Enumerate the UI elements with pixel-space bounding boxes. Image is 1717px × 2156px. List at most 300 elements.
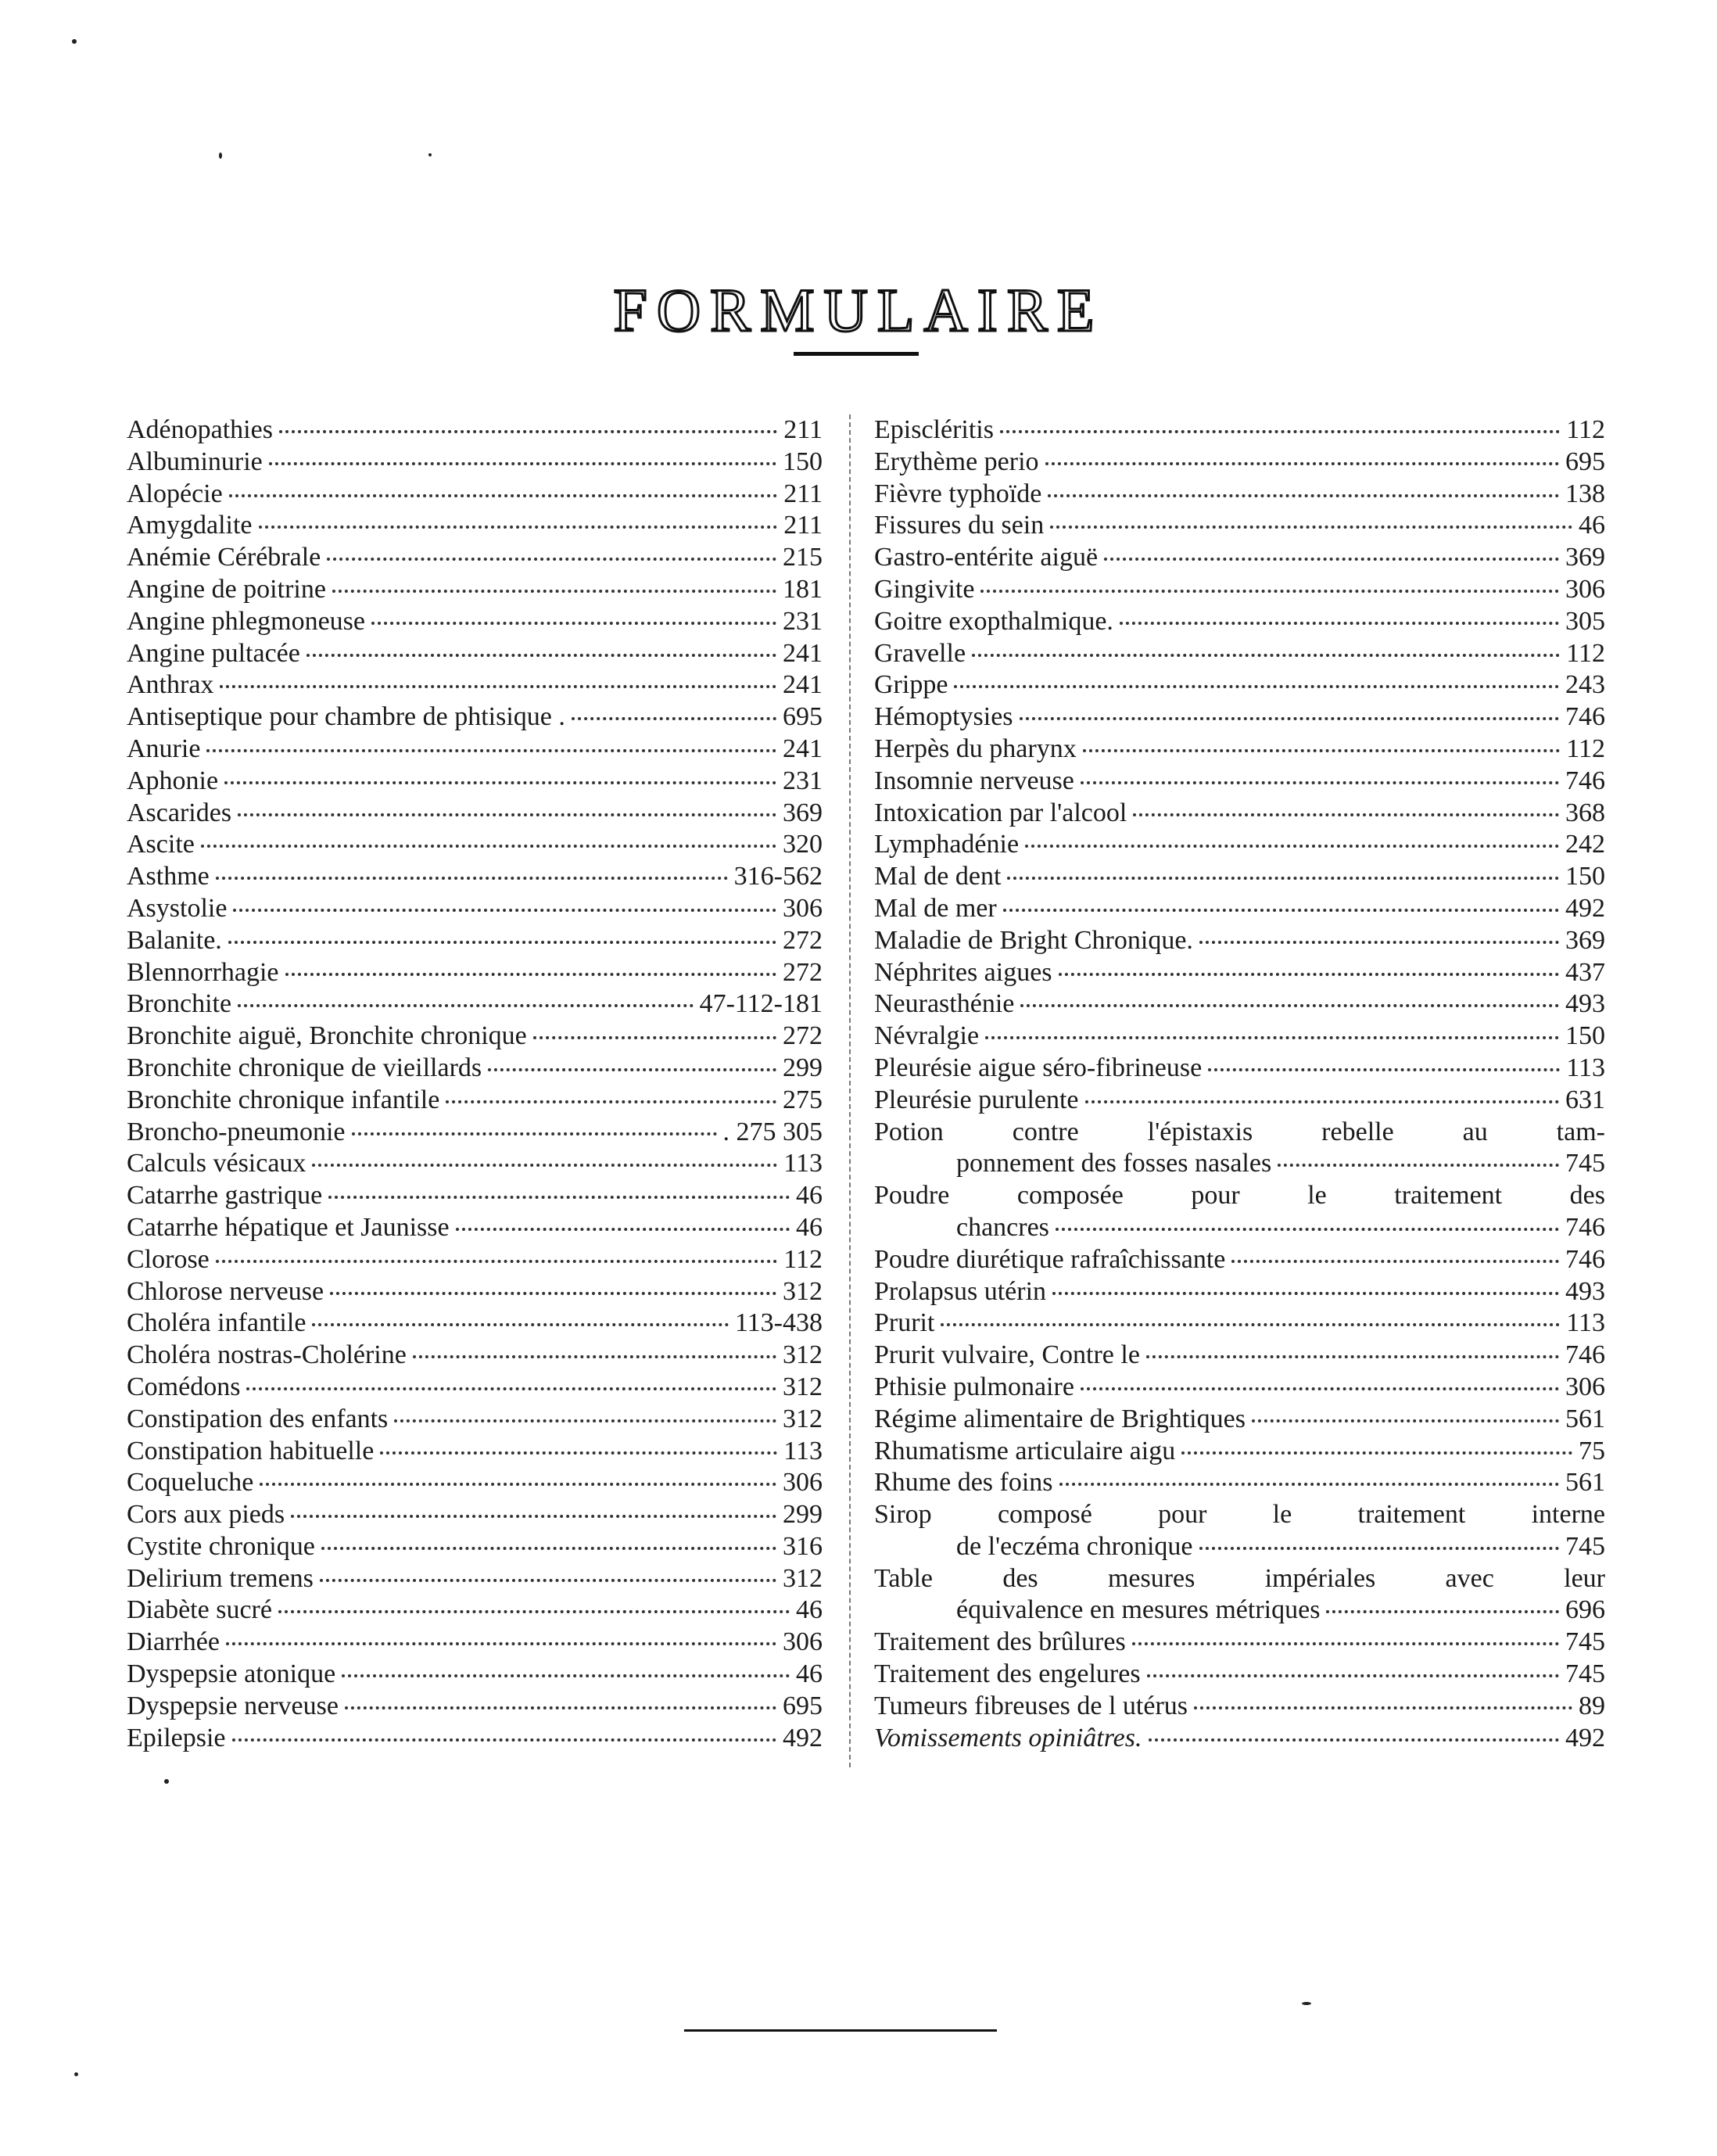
entry-label: Diarrhée <box>127 1627 220 1657</box>
entry-label: Dyspepsie atonique <box>127 1659 336 1689</box>
page-number: 305 <box>1565 606 1605 636</box>
page-number: 275 <box>783 1085 823 1114</box>
page-number: 150 <box>783 447 823 476</box>
page-number: 112 <box>1566 638 1605 668</box>
entry-label: Vomissements opiniâtres. <box>874 1723 1142 1752</box>
entry-label: Traitement des engelures <box>874 1659 1141 1689</box>
dot-leader <box>342 1674 790 1677</box>
page-number: 695 <box>1565 447 1605 476</box>
dot-leader <box>1025 845 1559 848</box>
page-number: 113 <box>1566 1053 1605 1082</box>
page-number: 231 <box>783 766 823 795</box>
dot-leader <box>380 1451 777 1455</box>
page-number: 696 <box>1565 1595 1605 1625</box>
index-entry <box>874 1659 1605 1691</box>
entry-label: Angine de poitrine <box>127 574 326 604</box>
entry-label: Delirium tremens <box>127 1563 314 1593</box>
page-number: 112 <box>783 1244 823 1274</box>
index-entry <box>127 510 823 542</box>
entry-label-continued: équivalence en mesures métriques <box>956 1595 1321 1625</box>
page-number: 312 <box>783 1563 823 1593</box>
page-title: FORMULAIRE <box>613 276 1104 345</box>
dot-leader <box>413 1355 776 1358</box>
entry-label: Constipation habituelle <box>127 1436 375 1465</box>
dot-leader <box>330 1292 776 1295</box>
entry-label: Blennorrhagie <box>127 957 279 987</box>
entry-label: Rhume des foins <box>874 1468 1053 1498</box>
dot-leader <box>321 1547 776 1550</box>
dot-leader <box>332 590 776 593</box>
index-entry <box>127 414 823 447</box>
entry-label: Choléra infantile <box>127 1308 306 1338</box>
dot-leader <box>1194 1706 1572 1709</box>
index-entry <box>127 1531 823 1563</box>
index-entry <box>127 606 823 638</box>
dot-leader <box>320 1579 776 1582</box>
entry-label: Dyspepsie nerveuse <box>127 1691 339 1720</box>
index-entry <box>874 1723 1605 1755</box>
page-number: 241 <box>783 638 823 668</box>
dot-leader <box>985 1036 1559 1039</box>
dot-leader <box>1059 1483 1559 1486</box>
index-entry <box>127 542 823 574</box>
page-number: 306 <box>783 893 823 923</box>
index-entry <box>874 510 1605 542</box>
dot-leader <box>216 1260 777 1263</box>
dot-leader <box>954 685 1559 688</box>
dot-leader <box>1326 1610 1559 1613</box>
entry-label: Asystolie <box>127 893 228 923</box>
entry-label: Fissures du sein <box>874 511 1045 540</box>
page-number: 493 <box>1565 989 1605 1019</box>
index-entry <box>127 798 823 830</box>
index-entry <box>874 1467 1605 1499</box>
index-entry <box>874 1053 1605 1085</box>
index-entry <box>874 1308 1605 1340</box>
index-entry <box>127 1053 823 1085</box>
dot-leader <box>1278 1164 1559 1167</box>
dot-leader <box>1081 1387 1559 1390</box>
entry-label: Pleurésie purulente <box>874 1085 1079 1114</box>
dot-leader <box>259 526 778 529</box>
index-entry <box>874 925 1605 957</box>
page-number: 312 <box>783 1404 823 1433</box>
index-entry <box>127 1276 823 1308</box>
page-number: 368 <box>1565 798 1605 827</box>
index-entry <box>874 1691 1605 1723</box>
dot-leader <box>1048 494 1559 497</box>
entry-label: Prolapsus utérin <box>874 1276 1047 1306</box>
dot-leader <box>1020 1004 1559 1007</box>
entry-label: Cors aux pieds <box>127 1500 285 1530</box>
dot-leader <box>246 1387 776 1390</box>
dot-leader <box>1149 1738 1559 1742</box>
dot-leader <box>201 845 776 848</box>
index-entry <box>127 1595 823 1627</box>
dot-leader <box>238 813 776 816</box>
dot-leader <box>1252 1419 1559 1422</box>
entry-label: Episcléritis <box>874 415 994 444</box>
page-number: 695 <box>783 1691 823 1720</box>
page-number: 312 <box>783 1276 823 1306</box>
dot-leader <box>980 590 1559 593</box>
page-number: 113 <box>1566 1308 1605 1338</box>
dot-leader <box>229 494 778 497</box>
entry-label: Catarrhe hépatique et Jaunisse <box>127 1212 450 1242</box>
page-number: 312 <box>783 1372 823 1401</box>
page-number: 46 <box>796 1595 823 1625</box>
entry-label: Néphrites aigues <box>874 957 1052 987</box>
page-number: . 275 305 <box>722 1117 823 1146</box>
entry-label: Broncho-pneumonie <box>127 1117 346 1146</box>
page-number: 47-112-181 <box>699 989 823 1019</box>
entry-label: Cystite chronique <box>127 1531 315 1561</box>
index-entry <box>127 925 823 957</box>
dot-leader <box>279 430 777 433</box>
entry-label: Intoxication par l'alcool <box>874 798 1127 827</box>
dot-leader <box>1199 941 1559 944</box>
entry-label: Angine pultacée <box>127 638 300 668</box>
entry-label: Pleurésie aigue séro-fibrineuse <box>874 1053 1203 1082</box>
page-number: 243 <box>1565 670 1605 700</box>
entry-label: Goitre exopthalmique. <box>874 606 1113 636</box>
dot-leader <box>291 1515 776 1518</box>
page-number: 150 <box>1565 1021 1605 1051</box>
page-number: 437 <box>1565 957 1605 987</box>
entry-label: Anurie <box>127 734 201 763</box>
page-number: 89 <box>1579 1691 1605 1720</box>
page-number: 745 <box>1565 1659 1605 1689</box>
entry-label: Ascarides <box>127 798 232 827</box>
entry-label-continued: chancres <box>956 1212 1049 1242</box>
dot-leader <box>1045 462 1559 465</box>
page-number: 215 <box>783 543 823 572</box>
entry-label: Bronchite <box>127 989 232 1019</box>
entry-label: Hémoptysies <box>874 702 1013 732</box>
dot-leader <box>1132 1642 1559 1645</box>
dot-leader <box>394 1419 776 1422</box>
dot-leader <box>1083 749 1561 752</box>
page-number: 46 <box>796 1181 823 1211</box>
dot-leader <box>1181 1451 1572 1455</box>
entry-label: Adénopathies <box>127 415 273 444</box>
dot-leader <box>1003 909 1559 912</box>
index-entry <box>127 734 823 766</box>
page-number: 46 <box>796 1212 823 1242</box>
index-entry <box>127 861 823 893</box>
page-number: 306 <box>1565 574 1605 604</box>
index-entry <box>127 1627 823 1659</box>
dot-leader <box>327 558 776 561</box>
page-number: 746 <box>1565 1244 1605 1274</box>
page-number: 231 <box>783 606 823 636</box>
index-entry <box>127 1244 823 1276</box>
index-entry <box>127 574 823 606</box>
dot-leader <box>238 1004 694 1007</box>
page-number: 211 <box>783 479 823 508</box>
dot-leader <box>456 1228 790 1231</box>
entry-label: Ascite <box>127 830 195 859</box>
entry-label: Gravelle <box>874 638 966 668</box>
page-number: 369 <box>783 798 823 827</box>
dot-leader <box>345 1706 776 1709</box>
page-number: 561 <box>1565 1468 1605 1498</box>
dot-leader <box>371 622 776 625</box>
dot-leader <box>226 1642 776 1645</box>
entry-label: Angine phlegmoneuse <box>127 606 365 636</box>
entry-label: Choléra nostras-Cholérine <box>127 1340 407 1370</box>
entry-label: Prurit <box>874 1308 935 1338</box>
dot-leader <box>1081 781 1559 784</box>
page-number: 320 <box>783 830 823 859</box>
page-number: 113 <box>783 1436 823 1465</box>
dot-leader <box>306 654 776 657</box>
entry-label-continued: ponnement des fosses nasales <box>956 1149 1272 1178</box>
index-entry <box>127 1021 823 1053</box>
page-number: 316 <box>783 1531 823 1561</box>
page-number: 746 <box>1565 1212 1605 1242</box>
dot-leader <box>572 717 776 720</box>
dot-leader <box>278 1610 790 1613</box>
entry-label: Mal de dent <box>874 862 1002 891</box>
entry-label: Clorose <box>127 1244 210 1274</box>
index-entry <box>874 798 1605 830</box>
entry-label: Bronchite chronique infantile <box>127 1085 440 1114</box>
page-number: 150 <box>1565 862 1605 891</box>
page-number: 299 <box>783 1053 823 1082</box>
index-entry <box>874 861 1605 893</box>
page-number: 306 <box>783 1627 823 1657</box>
index-entry <box>127 1723 823 1755</box>
page-number: 272 <box>783 925 823 955</box>
index-entry <box>874 542 1605 574</box>
entry-label: Pthisie pulmonaire <box>874 1372 1074 1401</box>
index-entry <box>127 1467 823 1499</box>
index-entry <box>874 447 1605 479</box>
index-entry <box>874 638 1605 670</box>
dot-leader <box>1199 1547 1559 1550</box>
entry-label: Fièvre typhoïde <box>874 479 1042 508</box>
entry-label: Table des mesures impériales avec leur <box>874 1563 1605 1593</box>
index-entry <box>127 447 823 479</box>
index-entry <box>874 414 1605 447</box>
entry-label: Maladie de Bright Chronique. <box>874 925 1193 955</box>
entry-label: Régime alimentaire de Brightiques <box>874 1404 1246 1433</box>
index-entry <box>127 893 823 925</box>
page-number: 746 <box>1565 766 1605 795</box>
page-number: 46 <box>796 1659 823 1689</box>
dot-leader <box>1020 717 1559 720</box>
entry-label-continued: de l'eczéma chronique <box>956 1531 1193 1561</box>
page-number: 211 <box>783 415 823 444</box>
index-entry <box>127 1563 823 1595</box>
entry-label: Balanite. <box>127 925 222 955</box>
index-entry <box>874 893 1605 925</box>
dot-leader <box>1104 558 1559 561</box>
index-entry <box>127 766 823 798</box>
index-entry <box>874 1085 1605 1117</box>
dot-leader <box>1147 1674 1559 1677</box>
index-entry <box>874 606 1605 638</box>
page-number: 745 <box>1565 1627 1605 1657</box>
page-number: 75 <box>1579 1436 1605 1465</box>
dot-leader <box>260 1483 776 1486</box>
page-number: 113 <box>783 1149 823 1178</box>
page-number: 181 <box>783 574 823 604</box>
index-entry <box>874 1276 1605 1308</box>
index-entry <box>874 829 1605 861</box>
dot-leader <box>533 1036 776 1039</box>
entry-label: Bronchite aiguë, Bronchite chronique <box>127 1021 527 1051</box>
index-entry <box>127 701 823 734</box>
entry-label: Coqueluche <box>127 1468 254 1498</box>
page-number: 241 <box>783 734 823 763</box>
dot-leader <box>972 654 1560 657</box>
index-entry <box>874 479 1605 511</box>
dot-leader <box>352 1132 717 1135</box>
index-entry <box>874 1404 1605 1436</box>
page-number: 745 <box>1565 1531 1605 1561</box>
index-entry <box>127 1499 823 1531</box>
page-number: 46 <box>1579 511 1605 540</box>
index-entry <box>874 701 1605 734</box>
index-entry <box>874 1180 1605 1244</box>
entry-label: Asthme <box>127 862 210 891</box>
dot-leader <box>1052 1292 1559 1295</box>
dot-leader <box>941 1323 1560 1326</box>
dot-leader <box>1050 526 1572 529</box>
page-number: 306 <box>1565 1372 1605 1401</box>
entry-label: Catarrhe gastrique <box>127 1181 323 1211</box>
dot-leader <box>328 1196 790 1199</box>
index-entry <box>127 957 823 989</box>
page-number: 112 <box>1566 734 1605 763</box>
page-number: 312 <box>783 1340 823 1370</box>
index-entry <box>874 1117 1605 1181</box>
entry-label: Chlorose nerveuse <box>127 1276 324 1306</box>
entry-label: Herpès du pharynx <box>874 734 1077 763</box>
entry-label: Névralgie <box>874 1021 980 1051</box>
entry-label: Traitement des brûlures <box>874 1627 1126 1657</box>
page-number: 112 <box>1566 415 1605 444</box>
column-divider <box>849 414 851 1767</box>
page-number: 241 <box>783 670 823 700</box>
entry-label: Sirop composé pour le traitement interne <box>874 1500 1605 1530</box>
dot-leader <box>1133 813 1559 816</box>
index-entry <box>874 1499 1605 1563</box>
page-number: 492 <box>1565 893 1605 923</box>
dot-leader <box>1231 1260 1559 1263</box>
index-entry <box>127 1117 823 1149</box>
page-number: 695 <box>783 702 823 732</box>
dot-leader <box>1000 430 1560 433</box>
entry-label: Erythème perio <box>874 447 1039 476</box>
dot-leader <box>1146 1355 1559 1358</box>
entry-label: Albuminurie <box>127 447 263 476</box>
dot-leader <box>1120 622 1559 625</box>
dot-leader <box>1085 1100 1559 1103</box>
index-entry <box>874 988 1605 1021</box>
entry-label: Constipation des enfants <box>127 1404 389 1433</box>
page-number: 746 <box>1565 702 1605 732</box>
dot-leader <box>220 685 776 688</box>
page-number: 631 <box>1565 1085 1605 1114</box>
entry-label: Insomnie nerveuse <box>874 766 1074 795</box>
title-rule <box>794 352 919 356</box>
index-entry <box>874 1340 1605 1372</box>
dot-leader <box>1059 973 1559 976</box>
index-entry <box>127 1148 823 1180</box>
page-number: 493 <box>1565 1276 1605 1306</box>
page-number: 561 <box>1565 1404 1605 1433</box>
dot-leader <box>206 749 776 752</box>
page-number: 272 <box>783 1021 823 1051</box>
page-number: 138 <box>1565 479 1605 508</box>
dot-leader <box>312 1323 729 1326</box>
entry-label: Potion contre l'épistaxis rebelle au tam- <box>874 1117 1605 1146</box>
index-column-right <box>874 414 1605 1754</box>
page-number: 316-562 <box>733 862 823 891</box>
entry-label: Alopécie <box>127 479 223 508</box>
dot-leader <box>488 1068 776 1071</box>
entry-label: Diabète sucré <box>127 1595 272 1625</box>
index-entry <box>127 1372 823 1404</box>
dot-leader <box>1007 877 1559 880</box>
entry-label: Mal de mer <box>874 893 997 923</box>
dot-leader <box>216 877 728 880</box>
index-entry <box>127 829 823 861</box>
entry-label: Bronchite chronique de vieillards <box>127 1053 482 1082</box>
end-rule <box>684 2029 997 2032</box>
dot-leader <box>1056 1228 1559 1231</box>
entry-label: Gingivite <box>874 574 975 604</box>
dot-leader <box>232 1738 776 1742</box>
entry-label: Poudre diurétique rafraîchissante <box>874 1244 1226 1274</box>
index-entry <box>874 957 1605 989</box>
index-entry <box>874 1563 1605 1627</box>
index-entry <box>874 1372 1605 1404</box>
page-number: 272 <box>783 957 823 987</box>
index-entry <box>874 1021 1605 1053</box>
page-number: 492 <box>783 1723 823 1752</box>
page-number: 492 <box>1565 1723 1605 1752</box>
entry-label: Lymphadénie <box>874 830 1020 859</box>
dot-leader <box>1208 1068 1560 1071</box>
page-number: 369 <box>1565 925 1605 955</box>
entry-label: Anémie Cérébrale <box>127 543 321 572</box>
entry-label: Antiseptique pour chambre de phtisique . <box>127 702 565 732</box>
page-number: 299 <box>783 1500 823 1530</box>
page-number: 242 <box>1565 830 1605 859</box>
entry-label: Gastro-entérite aiguë <box>874 543 1099 572</box>
index-entry <box>127 1436 823 1468</box>
dot-leader <box>269 462 776 465</box>
index-entry <box>127 1085 823 1117</box>
entry-label: Grippe <box>874 670 948 700</box>
entry-label: Prurit vulvaire, Contre le <box>874 1340 1140 1370</box>
index-entry <box>127 1659 823 1691</box>
index-column-left <box>127 414 823 1754</box>
index-entry <box>127 988 823 1021</box>
index-entry <box>874 1244 1605 1276</box>
index-entry <box>127 1212 823 1244</box>
index-entry <box>874 1627 1605 1659</box>
index-entry <box>127 1404 823 1436</box>
entry-label: Aphonie <box>127 766 219 795</box>
entry-label: Epilepsie <box>127 1723 226 1752</box>
page-number: 369 <box>1565 543 1605 572</box>
entry-label: Calculs vésicaux <box>127 1149 306 1178</box>
